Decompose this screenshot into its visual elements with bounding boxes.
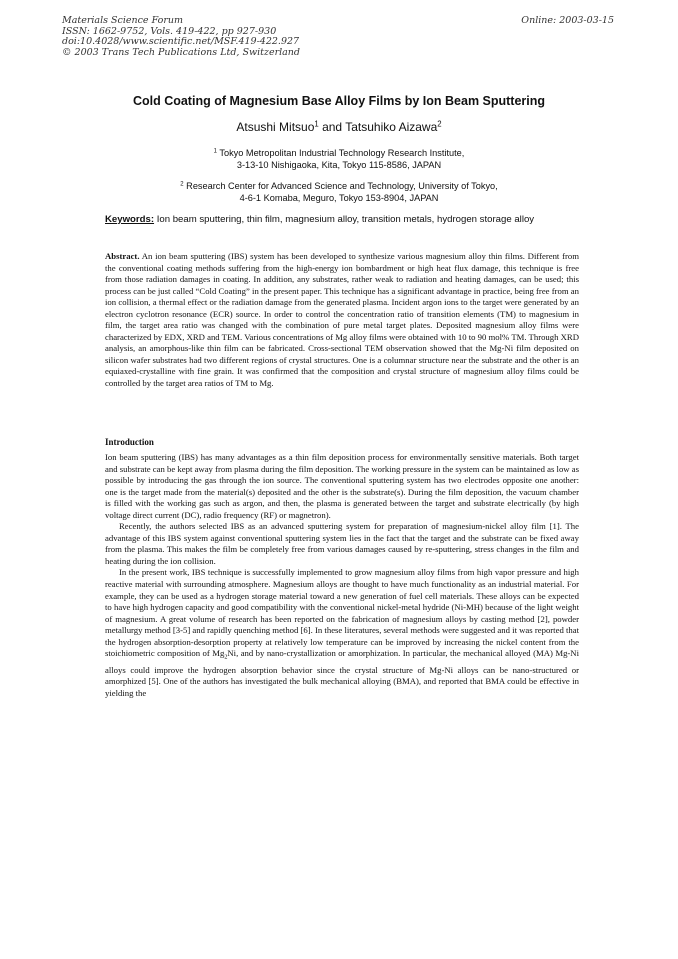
affiliation-1-line2: 3-13-10 Nishigaoka, Kita, Tokyo 115-8586, JAPAN bbox=[236, 160, 442, 170]
introduction-heading: Introduction bbox=[105, 437, 154, 447]
abstract-block bbox=[105, 251, 579, 390]
issn-line: ISSN: 1662-9752, Vols. 419-422, pp 927-930 bbox=[62, 25, 277, 37]
intro-paragraph-3-part-a: In the present work, IBS technique is successfully implemented to grow magnesium alloy films from high vapor pressure and high reactive material with surrounding atmosphere. Magnesium alloys are thought to have much functionality as an industrial material. For example, they can be used as a hydrogen storage material toward a new generation of fuel cell materials. These alloys can be expected to have high hydrogen capacity and good compatibility with the conventional nickel-metal hydride (Ni-MH) because of the light weight of magnesium. A great volume of research has been reported on the fabrication of magnesium alloys by casting method [2], powder metallurgy method [3-5] and rapidly quenching method [6]. In these literatures, several methods were suggested and it was reported that the hydrogen absorption-desorption property at relatively low temperature can be improved by increasing the nickel content from the stoichiometric composition of Mg bbox=[105, 567, 579, 659]
affiliation-2-mark: 2 bbox=[180, 181, 184, 188]
copyright-line: © 2003 Trans Tech Publications Ltd, Switzerland bbox=[62, 46, 301, 58]
paper-title: Cold Coating of Magnesium Base Alloy Films by Ion Beam Sputtering bbox=[132, 94, 546, 108]
abstract-label: Abstract. bbox=[105, 251, 140, 261]
affiliation-1-mark: 1 bbox=[213, 148, 217, 155]
keywords-text: Ion beam sputtering, thin film, magnesium alloy, transition metals, hydrogen storage alloy bbox=[154, 214, 535, 225]
intro-paragraph-3 bbox=[105, 567, 579, 699]
affiliation-2 bbox=[62, 180, 616, 204]
abstract-text: An ion beam sputtering (IBS) system has been developed to synthesize various magnesium alloy thin films. Different from the conventional coating methods suffering from the high-energy ion bombardment or high heat flux damage, this technique is free from those radiation damages in coating. In addition, any substrates, rather weak to radiation and heating damages, can be used; this process can be just called “Cold Coating” in the present paper. This technique has a significant advantage in practice, being free from an ion collision, a thermal effect or the radiation damage from the generated plasma. Incident argon ions to the target were generated by an electron cyclotron resonance (ECR) source. In order to control the concentration ratio of transition elements (TM) to magnesium in film, the target area ratio was changed with the combination of pure metal target plates. Deposited magnesium alloy films were characterized by EDX, XRD and TEM. Various concentrations of Mg alloy films were obtained with 10 to 90 mol% TM. Through XRD analysis, an amorphous-like thin film can be fabricated. Cross-sectional TEM observation showed that the Mg-Ni film deposited on silicon wafer substrates had two different regions of crystal structures. One is a columnar structure near the substrate and the other is an equiaxed-crystalline with fine grain. It was confirmed that the composition and crystal structure of magnesium alloy films could be controlled by the target area ratios of TM to Mg. bbox=[105, 251, 579, 389]
journal-header bbox=[62, 16, 300, 58]
affiliation-2-line1: Research Center for Advanced Science and Technology, University of Tokyo, bbox=[183, 181, 498, 191]
author-2: Tatsuhiko Aizawa bbox=[345, 120, 438, 134]
affiliation-1 bbox=[62, 147, 616, 171]
intro-paragraph-1: Ion beam sputtering (IBS) has many advantages as a thin film deposition process for environmentally sensitive materials. Both target and substrate can be kept away from plasma during the film deposition. The working pressure in the system can be maintained as low as possible by introducing the gas through the ion source. The conventional sputtering system has two electrodes opposite one another: one is the target made from the material(s) deposited and the other is the substrate(s). During the film deposition, the vacuum chamber is filled with the working gas such as argon, and then, the plasma is generated between the target and substrate electrically (by high voltage direct current (DC), radio frequency (RF) or magnetron). bbox=[105, 452, 579, 520]
intro-paragraph-2: Recently, the authors selected IBS as an advanced sputtering system for preparation of magnesium-nickel alloy film [1]. The advantage of this IBS system against conventional sputtering system lies in the fact that the target and the substrate can be fixed away from the plasma. This makes the film be completely free from various damages caused by re-sputtering, stress changes in the film and heating during the ion collision. bbox=[105, 521, 579, 566]
author-2-mark: 2 bbox=[437, 119, 442, 129]
journal-name: Materials Science Forum bbox=[62, 15, 184, 26]
affiliation-1-line1: Tokyo Metropolitan Industrial Technology Research Institute, bbox=[216, 148, 465, 158]
doi-link[interactable]: doi:10.4028/www.scientific.net/MSF.419-422.927 bbox=[62, 36, 300, 47]
online-date: Online: 2003-03-15 bbox=[521, 15, 614, 26]
intro-paragraph-3-part-b: Ni, and by nano-crystallization or amorphization. In particular, the mechanical alloyed (MA) Mg-Ni alloys could improve the hydrogen absorption behavior since the crystal structure of Mg-Ni alloys can be nano-structured or amorphized [5]. One of the authors has investigated the bulk mechanical alloying (BMA), and reported that BMA could be effective in yielding the bbox=[105, 648, 579, 698]
author-1-mark: 1 bbox=[314, 119, 319, 129]
introduction-body bbox=[105, 452, 579, 699]
author-joiner: and bbox=[318, 120, 346, 134]
keywords-label: Keywords: bbox=[105, 214, 155, 225]
affiliation-2-line2: 4-6-1 Komaba, Meguro, Tokyo 153-8904, JAPAN bbox=[239, 193, 439, 203]
intro-paragraph-3-subscript: 2 bbox=[224, 655, 228, 662]
author-1: Atsushi Mitsuo bbox=[236, 120, 315, 134]
keywords-block bbox=[105, 214, 579, 226]
author-line bbox=[62, 120, 616, 134]
